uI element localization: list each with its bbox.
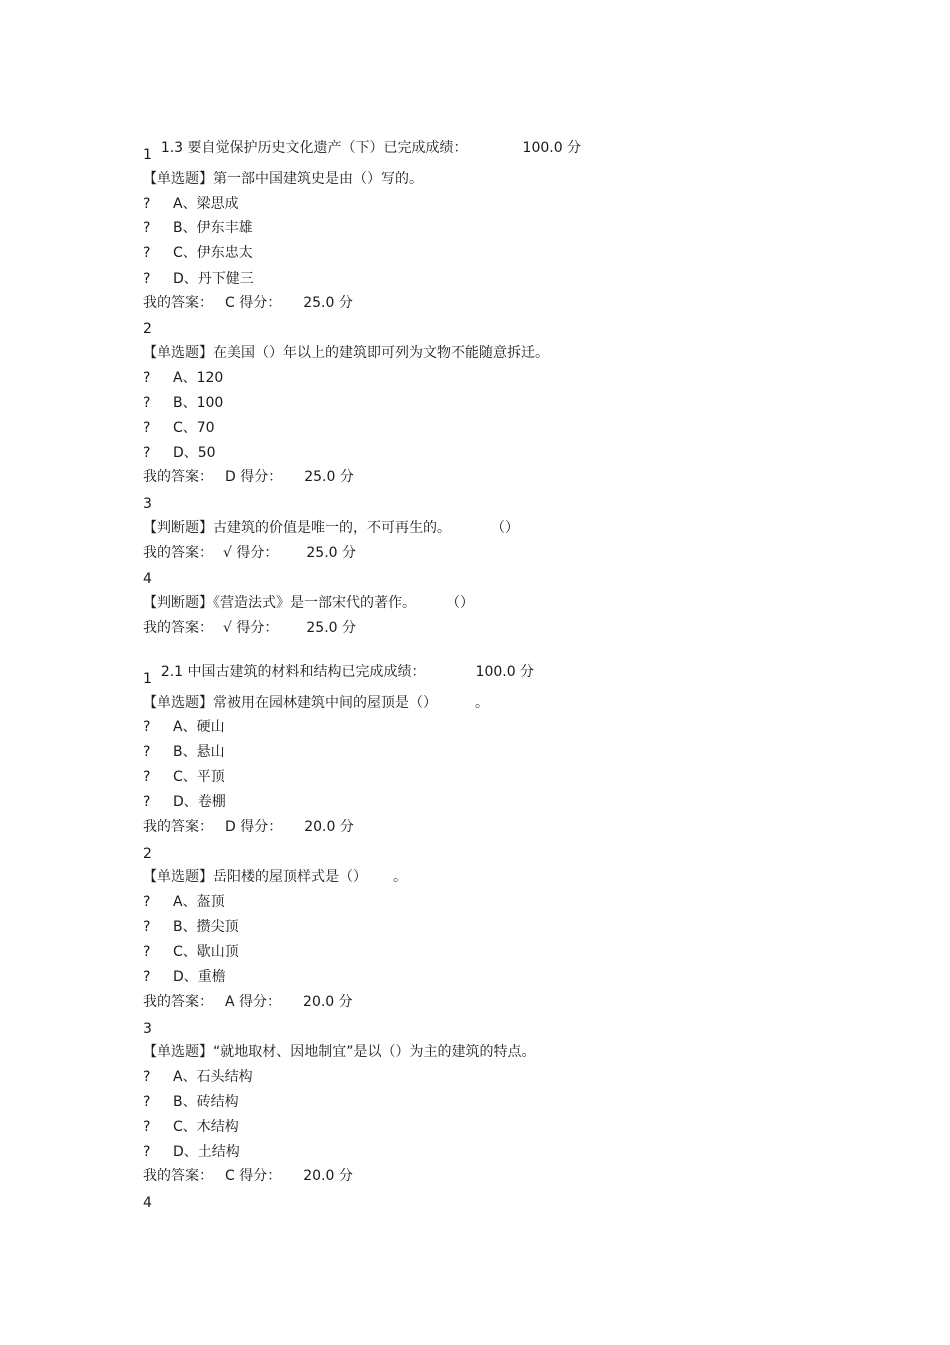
answer-line <box>143 468 354 486</box>
answer-value: A <box>225 994 235 1010</box>
option-label: C、平顶 <box>173 769 225 785</box>
option-marker: ? <box>143 794 151 810</box>
score-value: 20.0 分 <box>303 994 353 1010</box>
answer-label: 我的答案： <box>143 295 213 311</box>
score-label: 得分： <box>240 819 283 835</box>
option-line <box>143 1143 240 1161</box>
question-number: 1 <box>143 671 152 687</box>
option-line <box>143 369 223 387</box>
score-value: 20.0 分 <box>304 819 354 835</box>
question-suffix: （） <box>446 595 474 611</box>
answer-label: 我的答案： <box>143 819 213 835</box>
answer-value: D <box>225 819 236 835</box>
option-marker: ? <box>143 245 151 261</box>
question-number: 2 <box>143 321 152 337</box>
option-line <box>143 219 253 237</box>
option-line <box>143 1118 239 1136</box>
answer-value: C <box>225 295 235 311</box>
question-number: 1 <box>143 147 152 163</box>
option-label: B、砖结构 <box>173 1094 239 1110</box>
option-label: A、硬山 <box>173 719 225 735</box>
section-title: 1.3 要自觉保护历史文化遗产（下）已完成成绩： <box>160 140 468 156</box>
score-label: 得分： <box>236 620 279 636</box>
option-line <box>143 270 254 288</box>
question-text: 【判断题】《营造法式》是一部宋代的著作。 <box>143 595 416 611</box>
option-label: B、悬山 <box>173 744 225 760</box>
score-label: 得分： <box>239 1168 282 1184</box>
score-value: 25.0 分 <box>304 469 354 485</box>
option-line <box>143 195 239 213</box>
option-line <box>143 768 225 786</box>
option-marker: ? <box>143 719 151 735</box>
option-label: A、120 <box>173 370 224 386</box>
answer-value: C <box>225 1168 235 1184</box>
score-value: 20.0 分 <box>303 1168 353 1184</box>
question-number: 2 <box>143 846 152 862</box>
question-text: 【单选题】第一部中国建筑史是由（）写的。 <box>143 171 423 187</box>
option-marker: ? <box>143 271 151 287</box>
option-label: D、重檐 <box>173 969 226 985</box>
question-text: 【判断题】古建筑的价值是唯一的，不可再生的。 <box>143 520 451 536</box>
answer-line <box>143 544 356 562</box>
option-label: D、卷棚 <box>173 794 226 810</box>
option-label: D、土结构 <box>173 1144 240 1160</box>
option-line <box>143 1068 253 1086</box>
option-line <box>143 1093 239 1111</box>
option-marker: ? <box>143 769 151 785</box>
option-label: B、攒尖顶 <box>173 919 239 935</box>
option-label: A、盔顶 <box>173 894 225 910</box>
option-line <box>143 444 216 462</box>
option-marker: ? <box>143 395 151 411</box>
question-number: 3 <box>143 1021 152 1037</box>
answer-label: 我的答案： <box>143 469 213 485</box>
answer-line <box>143 1167 353 1185</box>
question-text: 【单选题】岳阳楼的屋顶样式是（） <box>143 869 367 885</box>
option-label: C、伊东忠太 <box>173 245 253 261</box>
option-line <box>143 918 239 936</box>
option-marker: ? <box>143 370 151 386</box>
answer-line <box>143 294 353 312</box>
option-label: D、丹下健三 <box>173 271 254 287</box>
score-value: 25.0 分 <box>306 545 356 561</box>
option-marker: ? <box>143 894 151 910</box>
option-label: C、木结构 <box>173 1119 239 1135</box>
answer-line <box>143 619 356 637</box>
option-label: B、100 <box>173 395 224 411</box>
section-header <box>143 645 534 699</box>
option-line <box>143 394 223 412</box>
section-score: 100.0 分 <box>475 664 535 680</box>
score-label: 得分： <box>240 469 283 485</box>
option-marker: ? <box>143 969 151 985</box>
question-text: 【单选题】常被用在园林建筑中间的屋顶是（） <box>143 695 437 711</box>
score-value: 25.0 分 <box>306 620 356 636</box>
question-suffix: 。 <box>475 695 489 711</box>
answer-label: 我的答案： <box>143 1168 213 1184</box>
answer-value: √ <box>223 545 232 561</box>
option-marker: ? <box>143 744 151 760</box>
question-number: 4 <box>143 1195 152 1211</box>
question-text-line <box>143 868 407 886</box>
option-marker: ? <box>143 1119 151 1135</box>
score-label: 得分： <box>239 295 282 311</box>
option-marker: ? <box>143 1144 151 1160</box>
option-label: D、50 <box>173 445 216 461</box>
question-number: 4 <box>143 571 152 587</box>
question-number: 3 <box>143 496 152 512</box>
question-text-line <box>143 694 489 712</box>
answer-line <box>143 993 353 1011</box>
option-line <box>143 718 225 736</box>
option-label: A、梁思成 <box>173 196 239 212</box>
option-marker: ? <box>143 445 151 461</box>
answer-value: √ <box>223 620 232 636</box>
option-label: B、伊东丰雄 <box>173 220 253 236</box>
option-line <box>143 968 226 986</box>
option-line <box>143 244 253 262</box>
question-suffix: （） <box>491 520 519 536</box>
option-label: A、石头结构 <box>173 1069 253 1085</box>
option-marker: ? <box>143 1069 151 1085</box>
option-line <box>143 793 226 811</box>
question-suffix: 。 <box>393 869 407 885</box>
score-value: 25.0 分 <box>303 295 353 311</box>
question-text-line <box>143 594 474 612</box>
answer-value: D <box>225 469 236 485</box>
answer-label: 我的答案： <box>143 620 213 636</box>
option-marker: ? <box>143 1094 151 1110</box>
option-marker: ? <box>143 420 151 436</box>
section-score: 100.0 分 <box>522 140 582 156</box>
option-label: C、70 <box>173 420 215 436</box>
option-marker: ? <box>143 919 151 935</box>
option-line <box>143 943 239 961</box>
option-marker: ? <box>143 944 151 960</box>
option-line <box>143 893 225 911</box>
option-line <box>143 419 215 437</box>
question-text-line <box>143 519 519 537</box>
option-marker: ? <box>143 196 151 212</box>
answer-label: 我的答案： <box>143 545 213 561</box>
question-text: 【单选题】在美国（）年以上的建筑即可列为文物不能随意拆迁。 <box>143 345 549 361</box>
option-line <box>143 743 225 761</box>
section-title: 2.1 中国古建筑的材料和结构已完成成绩： <box>160 664 426 680</box>
score-label: 得分： <box>239 994 282 1010</box>
option-marker: ? <box>143 220 151 236</box>
answer-label: 我的答案： <box>143 994 213 1010</box>
score-label: 得分： <box>236 545 279 561</box>
section-header <box>143 121 581 175</box>
option-label: C、歇山顶 <box>173 944 239 960</box>
question-text: 【单选题】“就地取材、因地制宜”是以（）为主的建筑的特点。 <box>143 1044 536 1060</box>
answer-line <box>143 818 354 836</box>
